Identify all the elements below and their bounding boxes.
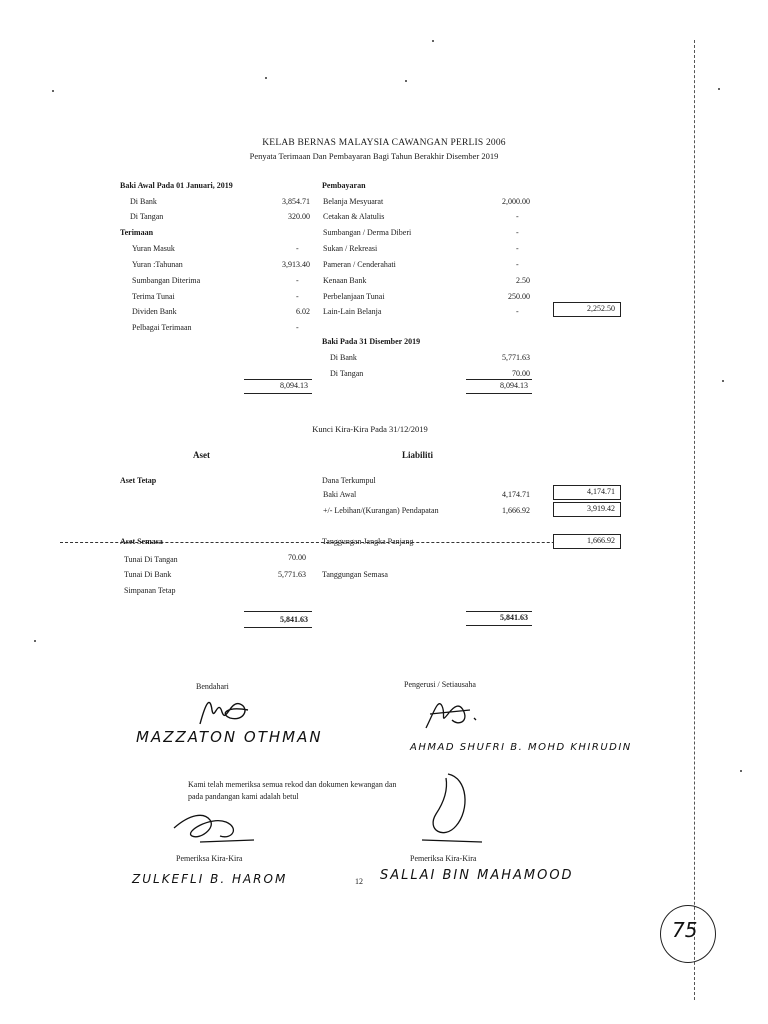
- receipt-item-value: -: [296, 292, 299, 301]
- receipts-total-rule: [244, 379, 312, 380]
- scan-speck: [718, 88, 720, 90]
- scan-speck: [432, 40, 434, 42]
- auditor1-label: Pemeriksa Kira-Kira: [176, 854, 243, 863]
- receipt-item-value: -: [296, 244, 299, 253]
- opening-fund-box-value: 4,174.71: [587, 487, 615, 496]
- payment-item-value: 250.00: [508, 292, 530, 301]
- receipts-total-underline: [244, 393, 312, 394]
- auditor1-name: ZULKEFLI B. HAROM: [132, 872, 288, 886]
- document-title: KELAB BERNAS MALAYSIA CAWANGAN PERLIS 2006: [262, 138, 506, 148]
- cash-in-hand-value: 70.00: [288, 553, 306, 562]
- payment-item-value: -: [516, 244, 519, 253]
- treasurer-signature: [196, 692, 256, 728]
- audit-statement-line2: pada pandangan kami adalah betul: [188, 792, 299, 801]
- scan-speck: [740, 770, 742, 772]
- chairman-label: Pengerusi / Setiausaha: [404, 680, 476, 689]
- surplus-box-value: 3,919.42: [587, 504, 615, 513]
- long-term-liabilities-label: Tanggungan Jangka Panjang: [322, 537, 414, 546]
- closing-hand-value: 70.00: [512, 369, 530, 378]
- auditor2-name: SALLAI BIN MAHAMOOD: [380, 868, 574, 883]
- payment-item-label: Pameran / Cenderahati: [323, 260, 396, 269]
- assets-total-rule: [244, 611, 312, 612]
- fixed-deposit-label: Simpanan Tetap: [124, 586, 176, 595]
- payments-heading: Pembayaran: [322, 181, 366, 190]
- opening-hand-label: Di Tangan: [130, 212, 164, 221]
- receipt-item-value: -: [296, 323, 299, 332]
- opening-fund-label: Baki Awal: [323, 490, 357, 499]
- page-number: 12: [355, 877, 363, 886]
- payment-item-label: Cetakan & Alatulis: [323, 212, 385, 221]
- surplus-label: +/- Lebihan/(Kurangan) Pendapatan: [323, 506, 439, 515]
- cash-in-hand-label: Tunai Di Tangan: [124, 555, 178, 564]
- payment-item-label: Sukan / Rekreasi: [323, 244, 378, 253]
- liabilities-heading: Liabiliti: [402, 450, 434, 460]
- scan-speck: [265, 77, 267, 79]
- payment-item-label: Sumbangan / Derma Diberi: [323, 228, 412, 237]
- receipt-item-label: Yuran :Tahunan: [132, 260, 183, 269]
- closing-hand-label: Di Tangan: [330, 369, 364, 378]
- payment-item-value: -: [516, 228, 519, 237]
- payment-item-label: Perbelanjaan Tunai: [323, 292, 385, 301]
- audit-statement-line1: Kami telah memeriksa semua rekod dan dokumen kewangan dan: [188, 780, 397, 789]
- cash-at-bank-value: 5,771.63: [278, 570, 306, 579]
- receipt-item-label: Terima Tunai: [132, 292, 175, 301]
- payments-total-underline: [466, 393, 532, 394]
- scan-speck: [405, 80, 407, 82]
- assets-total: 5,841.63: [280, 615, 308, 624]
- document-subtitle: Penyata Terimaan Dan Pembayaran Bagi Tahun Berakhir Disember 2019: [249, 151, 499, 161]
- liabilities-total: 5,841.63: [500, 613, 528, 622]
- payments-subtotal: 2,252.50: [587, 304, 615, 313]
- auditor2-label: Pemeriksa Kira-Kira: [410, 854, 477, 863]
- auditor1-signature: [170, 806, 260, 852]
- opening-bank-value: 3,854.71: [282, 197, 310, 206]
- payment-item-value: 2,000.00: [502, 197, 530, 206]
- page-stamp-number: 75: [672, 918, 698, 942]
- surplus-value: 1,666.92: [502, 506, 530, 515]
- scan-edge-line: [694, 40, 695, 1000]
- scan-speck: [34, 640, 36, 642]
- closing-balance-label: Baki Pada 31 Disember 2019: [322, 337, 421, 346]
- long-term-liabilities-box-value: 1,666.92: [587, 536, 615, 545]
- payment-item-label: Belanja Mesyuarat: [323, 197, 384, 206]
- opening-bank-label: Di Bank: [130, 197, 157, 206]
- receipt-item-value: 6.02: [296, 307, 310, 316]
- opening-hand-value: 320.00: [288, 212, 310, 221]
- receipt-item-label: Dividen Bank: [132, 307, 177, 316]
- cash-at-bank-label: Tunai Di Bank: [124, 570, 172, 579]
- assets-heading: Aset: [193, 450, 210, 460]
- receipt-item-label: Sumbangan Diterima: [132, 276, 201, 285]
- opening-fund-value: 4,174.71: [502, 490, 530, 499]
- payments-total: 8,094.13: [500, 381, 528, 390]
- receipt-item-value: -: [296, 276, 299, 285]
- auditor2-signature: [408, 770, 488, 850]
- receipt-item-value: 3,913.40: [282, 260, 310, 269]
- current-liabilities-label: Tanggungan Semasa: [322, 570, 388, 579]
- closing-bank-label: Di Bank: [330, 353, 357, 362]
- receipt-item-label: Yuran Masuk: [132, 244, 175, 253]
- liabilities-total-rule: [466, 611, 532, 612]
- balance-sheet-title: Kunci Kira-Kira Pada 31/12/2019: [312, 424, 428, 434]
- fixed-assets-label: Aset Tetap: [120, 476, 157, 485]
- payments-total-rule: [466, 379, 532, 380]
- receipts-heading: Terimaan: [120, 228, 154, 237]
- payment-item-value: 2.50: [516, 276, 530, 285]
- treasurer-label: Bendahari: [196, 682, 229, 691]
- chairman-name: AHMAD SHUFRI B. MOHD KHIRUDIN: [410, 742, 632, 753]
- chairman-signature: [420, 692, 482, 734]
- closing-bank-value: 5,771.63: [502, 353, 530, 362]
- payment-item-label: Lain-Lain Belanja: [323, 307, 382, 316]
- treasurer-name: MAZZATON OTHMAN: [136, 728, 323, 746]
- current-assets-label: Aset Semasa: [120, 537, 163, 546]
- payment-item-value: -: [516, 260, 519, 269]
- payment-item-label: Kenaan Bank: [323, 276, 367, 285]
- assets-total-underline: [244, 627, 312, 628]
- payment-item-value: -: [516, 307, 519, 316]
- opening-balance-label: Baki Awal Pada 01 Januari, 2019: [120, 181, 233, 190]
- receipts-total: 8,094.13: [280, 381, 308, 390]
- payment-item-value: -: [516, 212, 519, 221]
- receipt-item-label: Pelbagai Terimaan: [132, 323, 192, 332]
- scan-speck: [722, 380, 724, 382]
- liabilities-total-underline: [466, 625, 532, 626]
- accumulated-fund-label: Dana Terkumpul: [322, 476, 376, 485]
- scan-speck: [52, 90, 54, 92]
